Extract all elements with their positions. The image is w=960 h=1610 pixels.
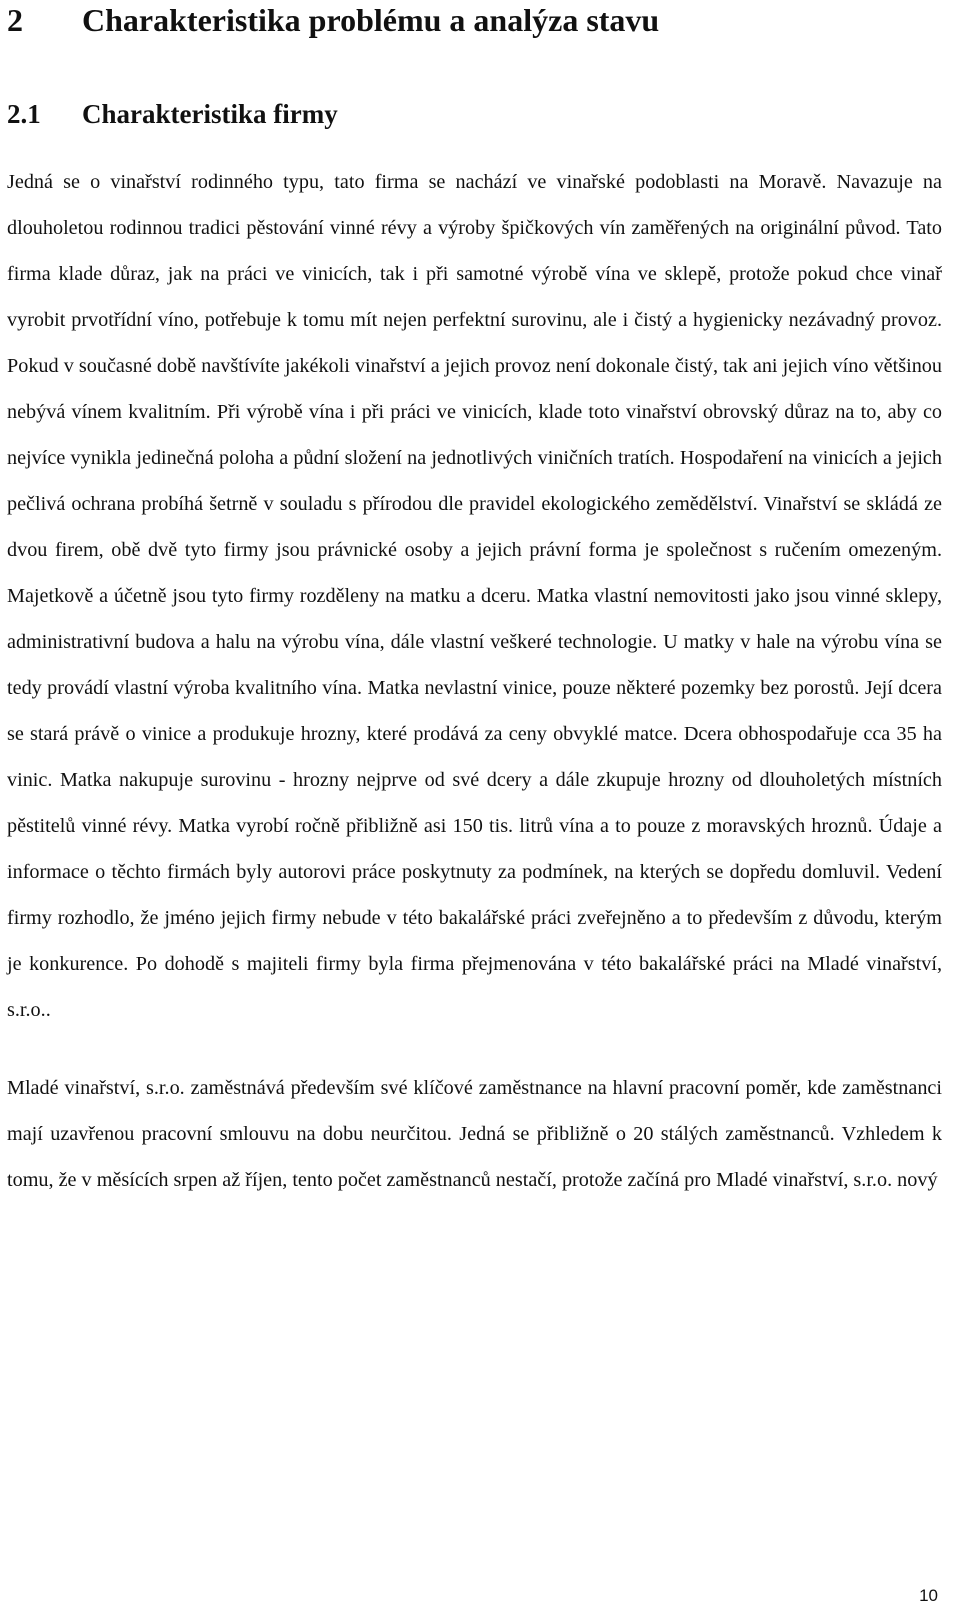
section-number: 2.1: [7, 99, 41, 129]
chapter-title: Charakteristika problému a analýza stavu: [82, 2, 660, 38]
body-paragraph: Jedná se o vinařství rodinného typu, tato firma se nachází ve vinařské podoblasti na Moravě. Navazuje na dlouholetou rodinnou tradici pěstování vinné révy a výroby špičkových vín zaměřených na originální původ. Tato firma klade důraz, jak na práci ve vinicích, tak i při samotné výrobě vína ve sklepě, protože pokud chce vinař vyrobit prvotřídní víno, potřebuje k tomu mít nejen perfektní surovinu, ale i čistý a hygienicky nezávadný provoz. Pokud v současné době navštívíte jakékoli vinařství a jejich provoz není dokonale čistý, tak ani jejich víno většinou nebývá vínem kvalitním. Při výrobě vína i při práci ve vinicích, klade toto vinařství obrovský důraz na to, aby co nejvíce vynikla jedinečná poloha a půdní složení na jednotlivých viničních tratích. Hospodaření na vinicích a jejich pečlivá ochrana probíhá šetrně v souladu s přírodou dle pravidel ekologického zemědělství. Vinařství se skládá ze dvou firem, obě dvě tyto firmy jsou právnické osoby a jejich právní forma je společnost s ručením omezeným. Majetkově a účetně jsou tyto firmy rozděleny na matku a dceru. Matka vlastní nemovitosti jako jsou vinné sklepy, administrativní budova a halu na výrobu vína, dále vlastní veškeré technologie. U matky v hale na výrobu vína se tedy provádí vlastní výroba kvalitního vína. Matka nevlastní vinice, pouze některé pozemky bez porostů. Její dcera se stará právě o vinice a produkuje hrozny, které prodává za ceny obvyklé matce. Dcera obhospodařuje cca 35 ha vinic. Matka nakupuje surovinu - hrozny nejprve od své dcery a dále zkupuje hrozny od dlouholetých místních pěstitelů vinné révy. Matka vyrobí ročně přibližně asi 150 tis. litrů vína a to pouze z moravských hroznů. Údaje a informace o těchto firmách byly autorovi práce poskytnuty za podmínek, na kterých se dopředu domluvil. Vedení firmy rozhodlo, že jméno jejich firmy nebude v této bakalářské práci zveřejněno a to především z důvodu, kterým je konkurence. Po dohodě s majiteli firmy byla firma přejmenována v této bakalářské práci na Mladé vinařství, s.r.o..: [7, 171, 942, 1021]
section-title: Charakteristika firmy: [82, 99, 338, 129]
body-paragraph: Mladé vinařství, s.r.o. zaměstnává především své klíčové zaměstnance na hlavní pracovní poměr, kde zaměstnanci mají uzavřenou pracovní smlouvu na dobu neurčitou. Jedná se přibližně o 20 stálých zaměstnanců. Vzhledem k tomu, že v měsících srpen až říjen, tento počet zaměstnanců nestačí, protože začíná pro Mladé vinařství, s.r.o. nový: [7, 1077, 942, 1191]
chapter-heading: [7, 0, 942, 38]
chapter-number: 2: [7, 2, 23, 38]
section-heading: [7, 38, 942, 130]
page-number: 10: [919, 1586, 938, 1605]
